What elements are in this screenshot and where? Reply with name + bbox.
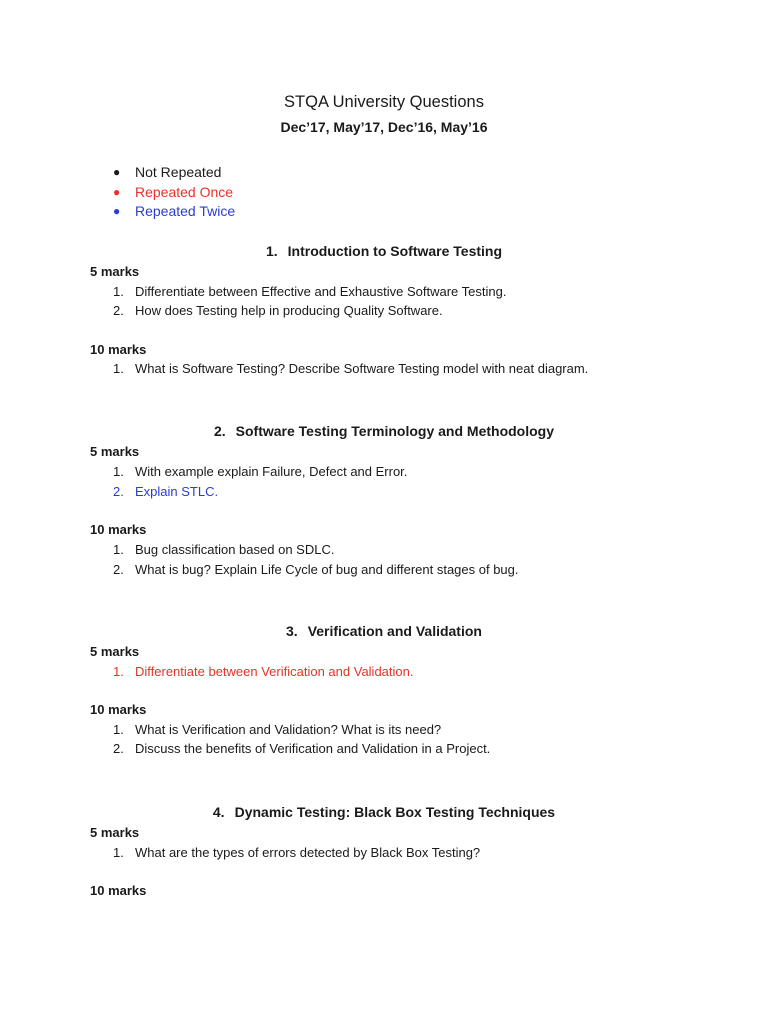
section-number: 4. — [212, 804, 225, 820]
legend-label: Repeated Once — [135, 183, 234, 200]
legend-item-repeated-once — [113, 183, 235, 203]
legend-label: Not Repeated — [135, 164, 222, 180]
section-number: 3. — [286, 623, 298, 639]
section-title: Introduction to Software Testing — [287, 243, 503, 259]
five-marks-label: 5 marks — [90, 264, 140, 279]
section-4 — [0, 802, 768, 822]
section-title: Dynamic Testing: Black Box Testing Techniques — [234, 804, 556, 820]
section-3 — [0, 621, 768, 641]
section-heading — [0, 802, 768, 822]
section-2 — [0, 421, 768, 441]
page-subtitle: Dec’17, May’17, Dec’16, May’16 — [280, 119, 488, 135]
five-marks-label: 5 marks — [90, 825, 140, 840]
question-item: 2. What is bug? Explain Life Cycle of bug and different stages of bug. — [113, 562, 519, 577]
ten-marks-label: 10 marks — [90, 522, 147, 537]
question-item: 1. Differentiate between Effective and Exhaustive Software Testing. — [113, 284, 507, 299]
section-title: Software Testing Terminology and Methodology — [235, 423, 555, 439]
ten-marks-label: 10 marks — [90, 883, 147, 898]
ten-marks-label: 10 marks — [90, 702, 147, 717]
question-item: 1. What is Software Testing? Describe Software Testing model with neat diagram. — [113, 361, 589, 376]
section-number: 1. — [265, 243, 278, 259]
question-item: 2. How does Testing help in producing Quality Software. — [113, 303, 443, 318]
question-item: 2. Explain STLC. — [113, 484, 219, 499]
section-heading — [0, 621, 768, 641]
legend — [113, 163, 235, 222]
question-item: 1. With example explain Failure, Defect and Error. — [113, 464, 408, 479]
section-title: Verification and Validation — [307, 623, 482, 639]
legend-item-not-repeated — [113, 163, 235, 183]
question-item: 1. Differentiate between Verification and Validation. — [113, 664, 414, 679]
section-1 — [0, 241, 768, 261]
section-number: 2. — [213, 423, 226, 439]
question-item: 1. Bug classification based on SDLC. — [113, 542, 335, 557]
section-heading — [0, 241, 768, 261]
page-title: STQA University Questions — [284, 93, 484, 111]
section-heading — [0, 421, 768, 441]
bullet-icon: ● — [113, 204, 121, 218]
five-marks-label: 5 marks — [90, 644, 140, 659]
legend-item-repeated-twice — [113, 202, 235, 222]
legend-label: Repeated Twice — [135, 203, 236, 219]
bullet-icon: ● — [113, 184, 121, 199]
question-item: 2. Discuss the benefits of Verification and Validation in a Project. — [113, 741, 491, 756]
bullet-icon: ● — [113, 165, 121, 179]
ten-marks-label: 10 marks — [90, 342, 147, 357]
question-item: 1. What are the types of errors detected by Black Box Testing? — [113, 845, 481, 860]
five-marks-label: 5 marks — [90, 444, 140, 459]
question-item: 1. What is Verification and Validation? What is its need? — [113, 722, 442, 737]
